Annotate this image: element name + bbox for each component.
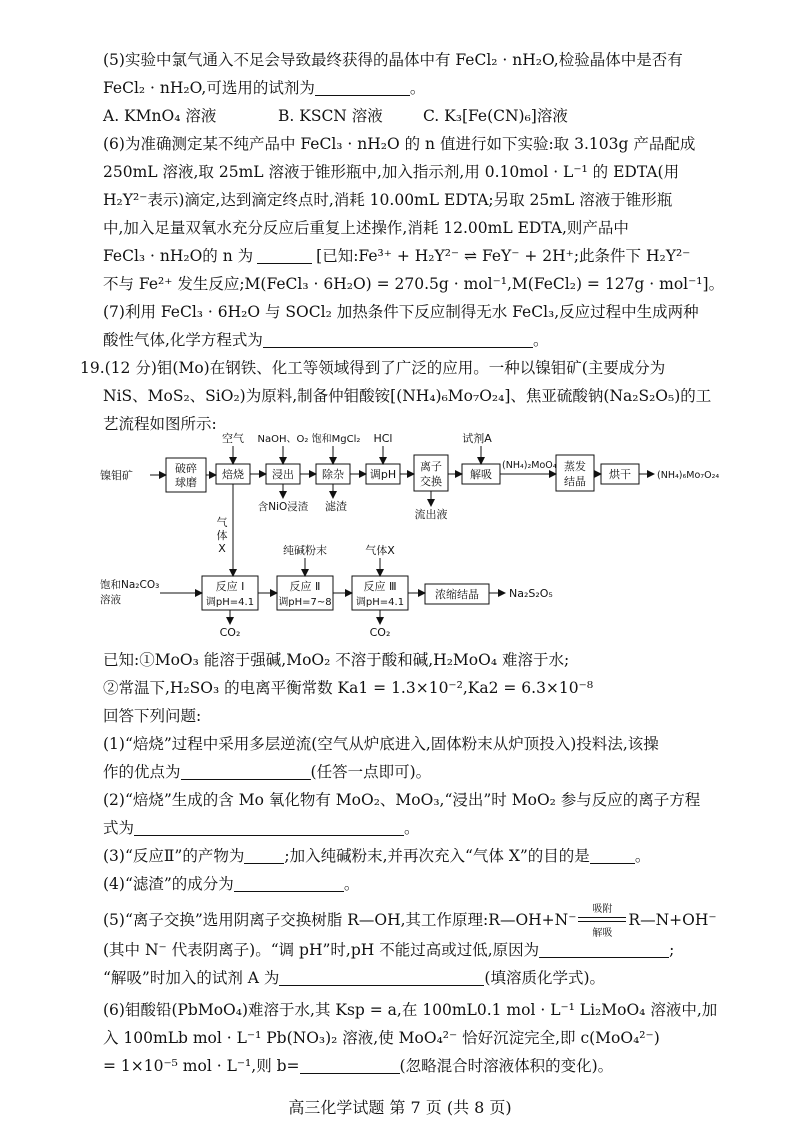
label-adjust-ph: 调pH bbox=[369, 468, 397, 481]
option-b: B. KSCN 溶液 bbox=[278, 107, 383, 125]
label-reaction-1-ph: 调pH=4.1 bbox=[205, 597, 255, 608]
label-naoh-o2: NaOH、O₂ bbox=[257, 434, 309, 445]
answer-blank-19-2[interactable] bbox=[134, 819, 404, 836]
q19-s4-period: 。 bbox=[343, 875, 360, 893]
answer-blank-18-7[interactable] bbox=[263, 331, 533, 348]
label-desorb: 解吸 bbox=[470, 468, 492, 481]
q18-p7-text: 酸性气体,化学方程式为 bbox=[103, 331, 263, 349]
q19-known-1: 已知:①MoO₃ 能溶于强碱,MoO₂ 不溶于酸和碱,H₂MoO₄ 难溶于水; bbox=[103, 651, 570, 669]
q19-s1-line1: (1)“焙烧”过程中采用多层逆流(空气从炉底进入,固体粉末从炉顶投入)投料法,该操 bbox=[103, 735, 659, 753]
label-hcl: HCl bbox=[373, 432, 393, 445]
process-flow-diagram bbox=[100, 428, 740, 650]
page-footer: 高三化学试题 第 7 页 (共 8 页) bbox=[288, 1098, 512, 1117]
label-na2co3-1: 饱和Na₂CO₃ bbox=[100, 579, 160, 591]
q18-p6-line5 bbox=[103, 246, 690, 266]
q18-p6-line1: (6)为准确测定某不纯产品中 FeCl₃ · nH₂O 的 n 值进行如下实验:取 3.103g 产品配成 bbox=[103, 135, 696, 153]
label-concentrate: 浓缩结晶 bbox=[435, 588, 479, 601]
option-a: A. KMnO₄ 溶液 bbox=[103, 107, 217, 125]
label-nio-residue: 含NiO浸渣 bbox=[257, 501, 309, 513]
q19-s5-line2 bbox=[103, 940, 674, 960]
q19-s3-period: 。 bbox=[634, 847, 651, 865]
q19-s5-text-3: (其中 N⁻ 代表阴离子)。“调 pH”时,pH 不能过高或过低,原因为 bbox=[103, 941, 540, 959]
label-evaporate-1: 蒸发 bbox=[564, 460, 586, 473]
label-effluent: 流出液 bbox=[414, 508, 448, 521]
label-co2-1: CO₂ bbox=[219, 626, 241, 639]
label-filter-residue: 滤渣 bbox=[325, 500, 347, 513]
q19-s6-line1: (6)钼酸铅(PbMoO₄)难溶于水,其 Ksp = a,在 100mL0.1 mol · L⁻¹ Li₂MoO₄ 溶液中,加 bbox=[103, 1001, 718, 1019]
label-dry: 烘干 bbox=[609, 468, 631, 481]
q18-p6-known: [已知:Fe³⁺ + H₂Y²⁻ ⇌ FeY⁻ + 2H⁺;此条件下 H₂Y²⁻ bbox=[316, 247, 691, 265]
label-mgcl2: 饱和MgCl₂ bbox=[311, 434, 361, 445]
label-crush-2: 球磨 bbox=[175, 476, 197, 489]
label-purify: 除杂 bbox=[322, 468, 344, 481]
q19-s1-hint: (任答一点即可)。 bbox=[310, 763, 432, 781]
q19-s3-text-2: ;加入纯碱粉末,并再次充入“气体 X”的目的是 bbox=[284, 847, 590, 865]
answer-blank-18-5[interactable] bbox=[315, 79, 410, 96]
q19-s6-hint: (忽略混合时溶液体积的变化)。 bbox=[399, 1057, 614, 1075]
q18-p5-text: FeCl₂ · nH₂O,可选用的试剂为 bbox=[103, 79, 315, 97]
q19-s2-text: 式为 bbox=[103, 819, 135, 837]
reverse-arrow-line bbox=[578, 921, 626, 922]
q19-intro-line3: 艺流程如图所示: bbox=[103, 415, 217, 433]
q19-intro-line2: NiS、MoS₂、SiO₂)为原料,制备仲钼酸铵[(NH₄)₆Mo₇O₂₄]、焦亚硫酸钠(Na₂S₂O₅)的工 bbox=[103, 387, 712, 405]
q18-p6-line6: 不与 Fe²⁺ 发生反应;M(FeCl₃ · 6H₂O) = 270.5g · mol⁻¹,M(FeCl₂) = 127g · mol⁻¹]。 bbox=[103, 275, 725, 293]
q18-p7-period: 。 bbox=[532, 331, 549, 349]
answer-blank-19-5a[interactable] bbox=[539, 941, 669, 958]
answer-blank-19-4[interactable] bbox=[234, 875, 344, 892]
label-reaction-1: 反应 Ⅰ bbox=[215, 580, 245, 593]
q19-answer-prompt: 回答下列问题: bbox=[103, 707, 202, 725]
q19-s5-text-2: R—N+OH⁻ bbox=[628, 911, 717, 929]
label-crush-1: 破碎 bbox=[175, 462, 197, 475]
q19-s5-text: (5)“离子交换”选用阴离子交换树脂 R—OH,其工作原理:R—OH+N⁻ bbox=[103, 911, 577, 929]
q19-s2-line1: (2)“焙烧”生成的含 Mo 氧化物有 MoO₂、MoO₃,“浸出”时 MoO₂ 参与反应的离子方程 bbox=[103, 791, 701, 809]
q19-s4-line bbox=[103, 874, 359, 894]
label-roast: 焙烧 bbox=[222, 468, 244, 481]
q19-s5-line1 bbox=[103, 904, 717, 939]
q19-s5-semicolon: ; bbox=[669, 941, 675, 959]
label-gas-x-3: X bbox=[218, 542, 226, 555]
answer-blank-19-6[interactable] bbox=[300, 1057, 400, 1074]
desorb-label: 解吸 bbox=[592, 928, 613, 939]
label-gas-x: 气体X bbox=[365, 544, 395, 557]
q18-p6-line3: H₂Y²⁻表示)滴定,达到滴定终点时,消耗 10.00mL EDTA;另取 25mL 溶液于锥形瓶 bbox=[103, 191, 673, 209]
label-raw-ore: 镍钼矿 bbox=[100, 469, 133, 482]
q19-s1-line2 bbox=[103, 762, 431, 782]
q18-p5-line1: (5)实验中氯气通入不足会导致最终获得的晶体中有 FeCl₂ · nH₂O,检验晶体中是否有 bbox=[103, 51, 683, 69]
reversible-arrow bbox=[576, 904, 628, 939]
label-gas-x-2: 体 bbox=[216, 529, 228, 542]
q18-p6-text: FeCl₃ · nH₂O的 n 为 bbox=[103, 247, 254, 265]
q18-p6-line2: 250mL 溶液,取 25mL 溶液于锥形瓶中,加入指示剂,用 0.10mol · L⁻¹ 的 EDTA(用 bbox=[103, 163, 680, 181]
q19-intro-line1: 19.(12 分)钼(Mo)在钢铁、化工等领域得到了广泛的应用。一种以镍钼矿(主要成分为 bbox=[80, 359, 666, 377]
q18-p6-line4: 中,加入足量双氧水充分反应后重复上述操作,消耗 12.00mL EDTA,则产品中 bbox=[103, 219, 629, 237]
label-reaction-2-ph: 调pH=7~8 bbox=[278, 597, 332, 608]
q19-s3-text: (3)“反应Ⅱ”的产物为 bbox=[103, 847, 245, 865]
q19-s2-period: 。 bbox=[404, 819, 420, 837]
label-reaction-3-ph: 调pH=4.1 bbox=[355, 597, 405, 608]
label-ammonium-molybdate-solution: (NH₄)₂MoO₄ bbox=[502, 460, 557, 471]
q18-p5-line2 bbox=[103, 78, 425, 98]
q19-s6-text: = 1×10⁻⁵ mol · L⁻¹,则 b= bbox=[103, 1057, 300, 1075]
q19-s5-hint: (填溶质化学式)。 bbox=[484, 969, 606, 987]
answer-blank-19-3a[interactable] bbox=[244, 847, 284, 864]
label-reagent-a: 试剂A bbox=[462, 432, 492, 445]
label-evaporate-2: 结晶 bbox=[564, 475, 586, 488]
label-na2s2o5: Na₂S₂O₅ bbox=[509, 587, 553, 600]
label-reaction-3: 反应 Ⅲ bbox=[363, 580, 397, 593]
q19-s1-text: 作的优点为 bbox=[103, 763, 181, 781]
q19-s5-text-4: “解吸”时加入的试剂 A 为 bbox=[103, 969, 280, 987]
label-gas-x-1: 气 bbox=[216, 516, 228, 529]
label-air: 空气 bbox=[222, 432, 244, 445]
answer-blank-19-5b[interactable] bbox=[279, 969, 484, 986]
q19-s4-text: (4)“滤渣”的成分为 bbox=[103, 875, 234, 893]
label-soda-powder: 纯碱粉末 bbox=[283, 544, 327, 557]
q19-s6-line3 bbox=[103, 1056, 613, 1076]
q19-s5-line3 bbox=[103, 968, 605, 988]
answer-blank-19-1[interactable] bbox=[181, 763, 311, 780]
forward-arrow-line bbox=[578, 917, 626, 918]
q19-s6-line2: 入 100mLb mol · L⁻¹ Pb(NO₃)₂ 溶液,使 MoO₄²⁻ 恰好沉淀完全,即 c(MoO₄²⁻) bbox=[103, 1029, 660, 1047]
label-ion-exchange-2: 交换 bbox=[420, 475, 442, 488]
answer-blank-18-6[interactable] bbox=[257, 247, 312, 264]
label-leach: 浸出 bbox=[272, 468, 294, 481]
label-ion-exchange-1: 离子 bbox=[420, 460, 442, 473]
q19-s3-line bbox=[103, 846, 650, 866]
q19-known-2: ②常温下,H₂SO₃ 的电离平衡常数 Ka1 = 1.3×10⁻²,Ka2 = 6.3×10⁻⁸ bbox=[103, 679, 594, 697]
q19-s2-line2 bbox=[103, 818, 420, 838]
label-na2co3-2: 溶液 bbox=[100, 594, 121, 606]
q18-p7-line2 bbox=[103, 330, 548, 350]
option-c: C. K₃[Fe(CN)₆]溶液 bbox=[423, 107, 568, 125]
adsorb-label: 吸附 bbox=[592, 904, 613, 915]
answer-blank-19-3b[interactable] bbox=[590, 847, 635, 864]
q18-p7-line1: (7)利用 FeCl₃ · 6H₂O 与 SOCl₂ 加热条件下反应制得无水 FeCl₃,反应过程中生成两种 bbox=[103, 303, 699, 321]
label-product-ammonium-molybdate: (NH₄)₆Mo₇O₂₄ bbox=[657, 470, 720, 481]
label-co2-2: CO₂ bbox=[369, 626, 391, 639]
q18-p5-period: 。 bbox=[409, 79, 426, 97]
label-reaction-2: 反应 Ⅱ bbox=[289, 580, 321, 593]
